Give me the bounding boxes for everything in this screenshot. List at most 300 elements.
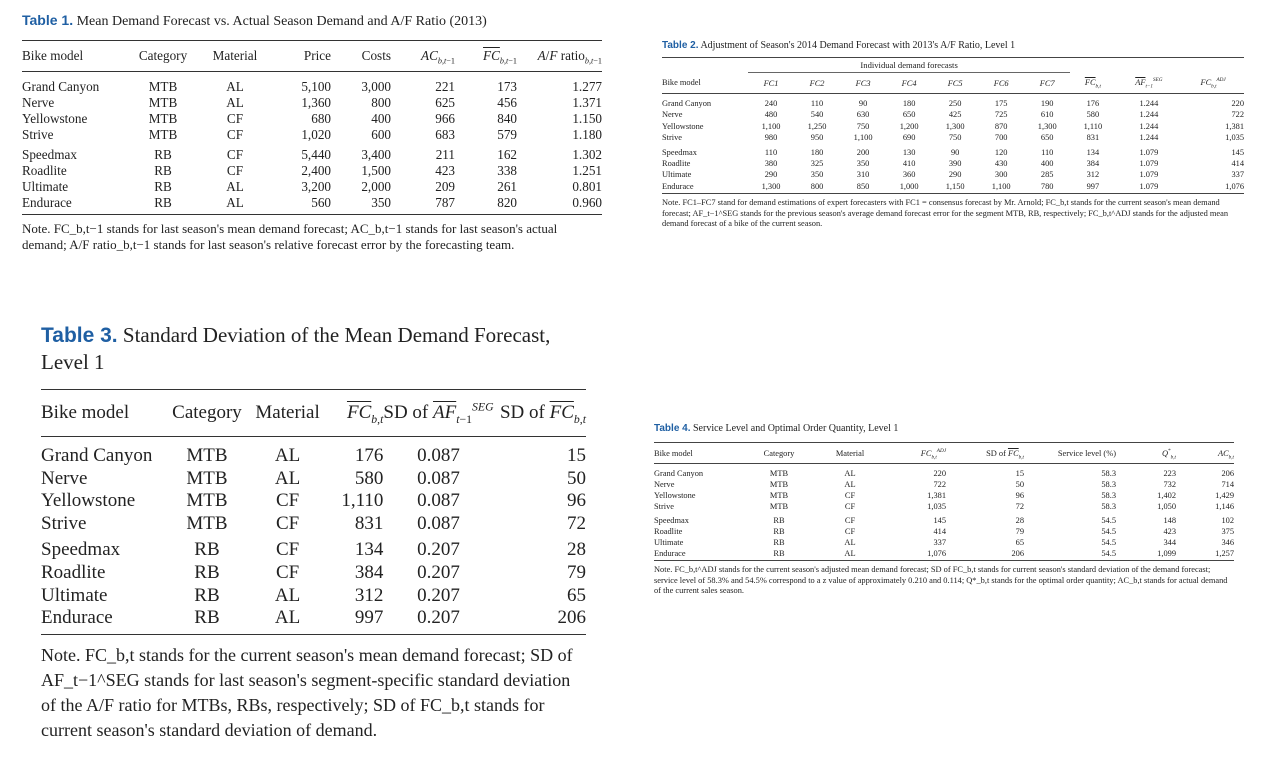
table-cell: CF (226, 111, 244, 126)
table-cell: 1,110 (1083, 121, 1103, 131)
table-cell: CF (226, 127, 244, 142)
table-cell: AL (226, 79, 244, 94)
t2-header-fc7: FC7 (1024, 73, 1070, 94)
table-cell: 79 (1015, 527, 1024, 536)
table-cell: 800 (810, 181, 824, 191)
table-cell: 1,429 (1215, 491, 1234, 500)
table-row (654, 501, 1234, 512)
table-cell: 206 (1221, 469, 1234, 478)
table-cell: 630 (856, 110, 870, 120)
table-1-panel (22, 12, 602, 253)
table-cell: 1,146 (1215, 502, 1234, 511)
table-cell: 1,150 (945, 181, 965, 191)
table-cell: 1,300 (945, 121, 965, 131)
table-cell: MTB (186, 490, 228, 512)
table-cell: 725 (994, 110, 1008, 120)
table-cell: MTB (148, 95, 178, 110)
table-cell: 206 (1011, 549, 1024, 558)
bike-model-cell: Roadlite (41, 561, 106, 583)
table-4-caption (654, 423, 1234, 434)
table-cell: 15 (567, 445, 586, 466)
table-cell: 1,300 (761, 181, 781, 191)
table-row (654, 537, 1234, 548)
table-cell: RB (773, 549, 785, 558)
table-cell: 1.251 (572, 163, 602, 178)
table-cell: 400 (1040, 159, 1054, 169)
table-cell: 780 (1040, 181, 1054, 191)
table-4-title: Service Level and Optimal Order Quantity, Level 1 (693, 423, 899, 434)
table-2-title: Adjustment of Season's 2014 Demand Forecast with 2013's A/F Ratio, Level 1 (700, 40, 1016, 51)
table-row (22, 163, 602, 179)
table-row (662, 158, 1244, 169)
table-cell: 1,035 (1225, 133, 1244, 143)
table-cell: 130 (902, 147, 916, 157)
t3-header-category: Category (166, 390, 249, 437)
table-row (22, 95, 602, 111)
table-cell: 0.801 (572, 179, 602, 194)
t3-header-sd-af: SD of $\overline{AF}_{t-1}^{SEG}$ (383, 390, 493, 437)
table-cell: 58.3 (1101, 480, 1116, 489)
table-cell: 360 (902, 170, 916, 180)
table-cell: 1.371 (572, 95, 602, 110)
table-cell: 1,099 (1157, 549, 1176, 558)
table-cell: 54.5 (1101, 538, 1116, 547)
t4-header-material: Material (814, 443, 886, 464)
table-cell: 870 (994, 121, 1008, 131)
table-cell: 1,250 (807, 121, 827, 131)
table-cell: 110 (1041, 147, 1054, 157)
table-row (22, 72, 602, 96)
table-cell: 110 (764, 147, 778, 157)
table-cell: 0.087 (417, 512, 460, 534)
table-cell: 96 (1015, 491, 1024, 500)
table-cell: 580 (354, 467, 384, 489)
table-cell: 72 (567, 512, 586, 534)
table-cell: AL (274, 445, 301, 466)
table-cell: 683 (435, 127, 455, 142)
table-cell: 423 (435, 163, 455, 178)
table-cell: 1,050 (1157, 502, 1176, 511)
table-cell: 5,100 (301, 79, 331, 94)
table-row (654, 490, 1234, 501)
table-cell: 1,076 (1225, 181, 1244, 191)
table-cell: RB (773, 538, 785, 547)
table-cell: AL (844, 469, 856, 478)
bike-model-cell: Endurace (662, 181, 694, 191)
table-cell: 3,000 (361, 79, 391, 94)
table-cell: 1,200 (899, 121, 919, 131)
table-cell: 1,100 (761, 121, 781, 131)
table-cell: RB (154, 147, 172, 162)
table-2-group-header-row (662, 58, 1244, 73)
table-cell: 221 (435, 79, 455, 94)
bike-model-cell: Ultimate (22, 179, 69, 194)
table-cell: RB (194, 584, 220, 606)
table-cell: 180 (810, 147, 824, 157)
table-cell: MTB (769, 469, 789, 478)
t2-group-header: Individual demand forecasts (748, 58, 1070, 73)
table-cell: 312 (1086, 170, 1100, 180)
table-cell: 337 (933, 538, 946, 547)
table-2 (662, 57, 1244, 194)
table-4-panel (654, 423, 1234, 597)
table-cell: CF (226, 147, 244, 162)
table-cell: MTB (148, 127, 178, 142)
table-cell: AL (844, 480, 856, 489)
bike-model-cell: Nerve (654, 480, 675, 489)
table-cell: 732 (1163, 480, 1176, 489)
table-cell: 50 (567, 467, 586, 489)
table-cell: 58.3 (1101, 491, 1116, 500)
table-cell: 1.244 (1139, 121, 1159, 131)
bike-model-cell: Ultimate (41, 584, 108, 606)
t4-header-q-star: $Q^*_{b,t}$ (1116, 443, 1176, 464)
table-cell: 3,400 (361, 147, 391, 162)
t1-header-af-ratio: A/F ratio$_{b,t-1}$ (517, 41, 602, 72)
table-cell: 850 (856, 181, 870, 191)
table-cell: 65 (1015, 538, 1024, 547)
table-cell: 54.5 (1101, 549, 1116, 558)
table-cell: MTB (186, 445, 228, 466)
table-cell: 250 (948, 99, 962, 108)
table-cell: 350 (856, 159, 870, 169)
table-cell: 1.079 (1139, 159, 1159, 169)
table-cell: 625 (435, 95, 455, 110)
table-cell: AL (274, 584, 301, 606)
table-cell: 285 (1040, 170, 1054, 180)
table-3 (41, 389, 586, 635)
table-cell: 5,440 (301, 147, 331, 162)
table-cell: 240 (764, 99, 778, 108)
table-cell: 1.244 (1139, 99, 1159, 108)
table-row (41, 513, 586, 536)
table-cell: 200 (856, 147, 870, 157)
table-row (654, 548, 1234, 561)
t3-header-fc: $\overline{FC}_{b,t}$ (327, 390, 384, 437)
table-cell: 325 (810, 159, 824, 169)
table-cell: 456 (497, 95, 517, 110)
bike-model-cell: Speedmax (654, 516, 689, 525)
table-cell: MTB (769, 480, 789, 489)
table-cell: 722 (1231, 110, 1244, 120)
table-cell: CF (275, 561, 300, 583)
table-cell: 610 (1040, 110, 1054, 120)
table-cell: 690 (902, 133, 916, 143)
table-cell: 3,200 (301, 179, 331, 194)
table-cell: MTB (186, 512, 228, 534)
t4-header-fc-adj: $FC_{b,t}^{ADJ}$ (886, 443, 946, 464)
table-cell: 414 (1231, 159, 1244, 169)
t3-header-material: Material (248, 390, 327, 437)
bike-model-cell: Grand Canyon (22, 79, 100, 94)
table-row (22, 179, 602, 195)
table-cell: 560 (311, 195, 331, 210)
table-cell: CF (844, 516, 856, 525)
table-row (41, 490, 586, 513)
bike-model-cell: Nerve (41, 467, 88, 489)
bike-model-cell: Nerve (22, 95, 55, 110)
table-cell: 831 (1086, 133, 1100, 143)
table-4-note: Note. FC_b,t^ADJ stands for the current season's adjusted mean demand forecast; SD of FC_b,t stands for current season's standard deviation of the demand forecast; service level of 58.3% and 54.5% correspond to a z value of approximately 0.210 and 0.114; Q*_b,t stands for the optimal order quantity; AC_b,t stands for actual demand of the current sales season. (654, 565, 1228, 595)
table-cell: 1,020 (301, 127, 331, 142)
bike-model-cell: Roadlite (654, 527, 683, 536)
table-row (654, 464, 1234, 480)
table-cell: 220 (933, 469, 946, 478)
table-cell: 134 (354, 539, 384, 561)
table-cell: 2,400 (301, 163, 331, 178)
bike-model-cell: Yellowstone (41, 490, 136, 512)
table-cell: 414 (933, 527, 946, 536)
bike-model-cell: Grand Canyon (654, 469, 704, 478)
t2-group-spacer-right (1070, 58, 1244, 73)
table-cell: 1.244 (1139, 110, 1159, 120)
table-3-note: Note. FC_b,t stands for the current season's mean demand forecast; SD of AF_t−1^SEG stands for last season's segment-specific standard deviation of the A/F ratio for MTBs, RBs, respectively; SD of FC_b,t stands for current season's standard deviation of demand. (41, 644, 573, 740)
table-row (654, 526, 1234, 537)
table-cell: 714 (1221, 480, 1234, 489)
bike-model-cell: Yellowstone (662, 121, 704, 131)
table-cell: 480 (764, 110, 778, 120)
table-row (22, 143, 602, 163)
table-cell: 350 (371, 195, 391, 210)
table-cell: 700 (994, 133, 1008, 143)
table-cell: 966 (435, 111, 455, 126)
table-3-label: Table 3. (41, 324, 118, 347)
table-cell: 28 (567, 539, 586, 561)
table-cell: MTB (186, 467, 228, 489)
table-cell: 1,402 (1157, 491, 1176, 500)
table-2-body (662, 94, 1244, 194)
table-cell: 344 (1163, 538, 1176, 547)
table-row (22, 195, 602, 215)
t2-group-spacer (662, 58, 748, 73)
table-cell: 54.5 (1101, 516, 1116, 525)
table-cell: 1,000 (899, 181, 919, 191)
table-cell: 1.180 (572, 127, 602, 142)
table-cell: 820 (497, 195, 517, 210)
bike-model-cell: Strive (654, 502, 675, 511)
table-cell: 15 (1015, 469, 1024, 478)
table-cell: 0.207 (417, 584, 460, 606)
table-cell: 261 (497, 179, 517, 194)
table-cell: 220 (1231, 99, 1244, 108)
t3-header-sd-fc: SD of $\overline{FC}_{b,t}$ (494, 390, 586, 437)
table-cell: 540 (810, 110, 824, 120)
bike-model-cell: Endurace (22, 195, 72, 210)
t2-header-fc-mean: $\overline{FC}_{b,t}$ (1070, 73, 1115, 94)
t1-header-bike-model: Bike model (22, 41, 127, 72)
table-4-label: Table 4. (654, 423, 691, 434)
table-cell: 680 (311, 111, 331, 126)
table-2-caption (662, 40, 1244, 51)
table-cell: 0.207 (417, 561, 460, 583)
bike-model-cell: Grand Canyon (662, 99, 712, 108)
bike-model-cell: Ultimate (662, 170, 692, 180)
table-row (662, 132, 1244, 143)
bike-model-cell: Speedmax (22, 147, 77, 162)
table-cell: AL (226, 95, 244, 110)
table-cell: 384 (354, 561, 384, 583)
table-cell: 750 (856, 121, 870, 131)
table-cell: AL (274, 607, 301, 629)
table-cell: 1,110 (341, 490, 384, 512)
table-cell: 90 (858, 99, 868, 108)
table-4-header-row (654, 443, 1234, 464)
table-cell: RB (154, 163, 172, 178)
table-row (41, 607, 586, 634)
bike-model-cell: Roadlite (22, 163, 67, 178)
table-cell: 380 (764, 159, 778, 169)
table-1-caption (22, 12, 602, 30)
table-cell: 310 (856, 170, 870, 180)
table-cell: 1.150 (572, 111, 602, 126)
table-cell: 175 (994, 99, 1008, 108)
table-cell: 950 (810, 133, 824, 143)
t2-header-fc2: FC2 (794, 73, 840, 94)
table-cell: 1,381 (927, 491, 946, 500)
table-3-title: Standard Deviation of the Mean Demand Forecast, Level 1 (41, 323, 551, 374)
table-cell: 110 (810, 99, 824, 108)
t2-header-fc-adj: $FC_{b,t}^{ADJ}$ (1182, 73, 1244, 94)
table-cell: 180 (902, 99, 916, 108)
table-row (662, 121, 1244, 132)
t4-header-category: Category (744, 443, 814, 464)
table-cell: 290 (764, 170, 778, 180)
table-cell: 831 (354, 512, 384, 534)
table-cell: 0.087 (417, 490, 460, 512)
table-cell: 90 (950, 147, 960, 157)
bike-model-cell: Roadlite (662, 159, 691, 169)
t4-header-ac: $AC_{b,t}$ (1176, 443, 1234, 464)
table-row (654, 512, 1234, 526)
t4-header-bike-model: Bike model (654, 443, 744, 464)
table-cell: 65 (567, 584, 586, 606)
table-cell: 1,500 (361, 163, 391, 178)
table-cell: 79 (567, 561, 586, 583)
table-cell: 750 (948, 133, 962, 143)
table-cell: 54.5 (1101, 527, 1116, 536)
table-cell: 410 (902, 159, 916, 169)
t4-header-service-level: Service level (%) (1024, 443, 1116, 464)
table-cell: 390 (948, 159, 962, 169)
table-cell: RB (773, 516, 785, 525)
table-2-panel (662, 40, 1244, 230)
table-cell: 840 (497, 111, 517, 126)
table-cell: 28 (1015, 516, 1024, 525)
table-4-body (654, 464, 1234, 561)
table-cell: 102 (1221, 516, 1234, 525)
table-cell: 0.087 (417, 467, 460, 489)
bike-model-cell: Strive (662, 133, 683, 143)
table-2-header-row (662, 73, 1244, 94)
table-cell: 600 (371, 127, 391, 142)
table-cell: 425 (948, 110, 962, 120)
table-2-note: Note. FC1–FC7 stand for demand estimations of expert forecasters with FC1 = consensus forecast by Mr. Arnold; FC_b,t stands for the current season's mean demand forecast; AF_t−1^SEG stands for the previous season's average demand forecast error for the segment MTB, RB, respectively; FC_b,t^ADJ stands for the adjusted mean demand forecast of a bike of the current season. (662, 198, 1229, 229)
table-2-label: Table 2. (662, 40, 699, 51)
table-cell: 1.079 (1139, 147, 1159, 157)
bike-model-cell: Strive (22, 127, 54, 142)
table-cell: CF (844, 491, 856, 500)
table-cell: RB (194, 607, 220, 629)
bike-model-cell: Endurace (654, 549, 686, 558)
table-cell: RB (773, 527, 785, 536)
bike-model-cell: Yellowstone (22, 111, 88, 126)
table-cell: 190 (1040, 99, 1054, 108)
table-4 (654, 442, 1234, 561)
table-cell: 2,000 (361, 179, 391, 194)
table-cell: CF (275, 512, 300, 534)
table-1 (22, 40, 602, 215)
table-1-note: Note. FC_b,t−1 stands for last season's mean demand forecast; AC_b,t−1 stands for last season's actual demand; A/F ratio_b,t−1 stands for last season's relative forecast error by the forecasting team. (22, 221, 558, 252)
table-cell: 1,076 (927, 549, 946, 558)
bike-model-cell: Speedmax (41, 539, 121, 561)
table-cell: 96 (567, 490, 586, 512)
table-cell: 579 (497, 127, 517, 142)
table-cell: 423 (1163, 527, 1176, 536)
table-cell: 145 (1231, 147, 1244, 157)
table-row (41, 468, 586, 491)
table-cell: 0.960 (572, 195, 602, 210)
table-row (41, 535, 586, 562)
table-3-body (41, 437, 586, 635)
table-cell: 580 (1086, 110, 1100, 120)
table-3-header-row (41, 390, 586, 437)
table-cell: 58.3 (1101, 502, 1116, 511)
table-cell: 800 (371, 95, 391, 110)
table-row (22, 111, 602, 127)
table-cell: CF (275, 539, 300, 561)
table-cell: AL (226, 195, 244, 210)
table-cell: 223 (1163, 469, 1176, 478)
t2-header-fc1: FC1 (748, 73, 794, 94)
table-cell: 650 (1040, 133, 1054, 143)
table-cell: 162 (497, 147, 517, 162)
table-cell: 384 (1086, 159, 1100, 169)
table-cell: RB (154, 195, 172, 210)
table-cell: 1.302 (572, 147, 602, 162)
table-3-caption (41, 322, 586, 375)
table-cell: AL (844, 549, 856, 558)
table-cell: RB (194, 561, 220, 583)
table-cell: CF (844, 502, 856, 511)
table-cell: 400 (371, 111, 391, 126)
table-cell: 787 (435, 195, 455, 210)
table-cell: 58.3 (1101, 469, 1116, 478)
table-cell: AL (274, 467, 301, 489)
table-1-body (22, 72, 602, 215)
table-row (662, 144, 1244, 158)
table-cell: 148 (1163, 516, 1176, 525)
t4-header-sd-fc: SD of $\overline{FC}_{b,t}$ (946, 443, 1024, 464)
table-cell: 375 (1221, 527, 1234, 536)
table-cell: 173 (497, 79, 517, 94)
bike-model-cell: Ultimate (654, 538, 684, 547)
table-row (662, 94, 1244, 110)
table-cell: 997 (354, 607, 384, 629)
table-cell: MTB (769, 491, 789, 500)
table-cell: 145 (933, 516, 946, 525)
table-cell: CF (275, 490, 300, 512)
table-cell: 1.244 (1139, 133, 1159, 143)
table-cell: 1,360 (301, 95, 331, 110)
t2-header-fc6: FC6 (978, 73, 1024, 94)
t1-header-price: Price (271, 41, 331, 72)
table-cell: 980 (764, 133, 778, 143)
table-cell: AL (226, 179, 244, 194)
bike-model-cell: Strive (41, 512, 87, 534)
table-cell: 211 (435, 147, 455, 162)
table-3-panel (41, 322, 586, 743)
table-cell: 176 (1086, 99, 1100, 108)
